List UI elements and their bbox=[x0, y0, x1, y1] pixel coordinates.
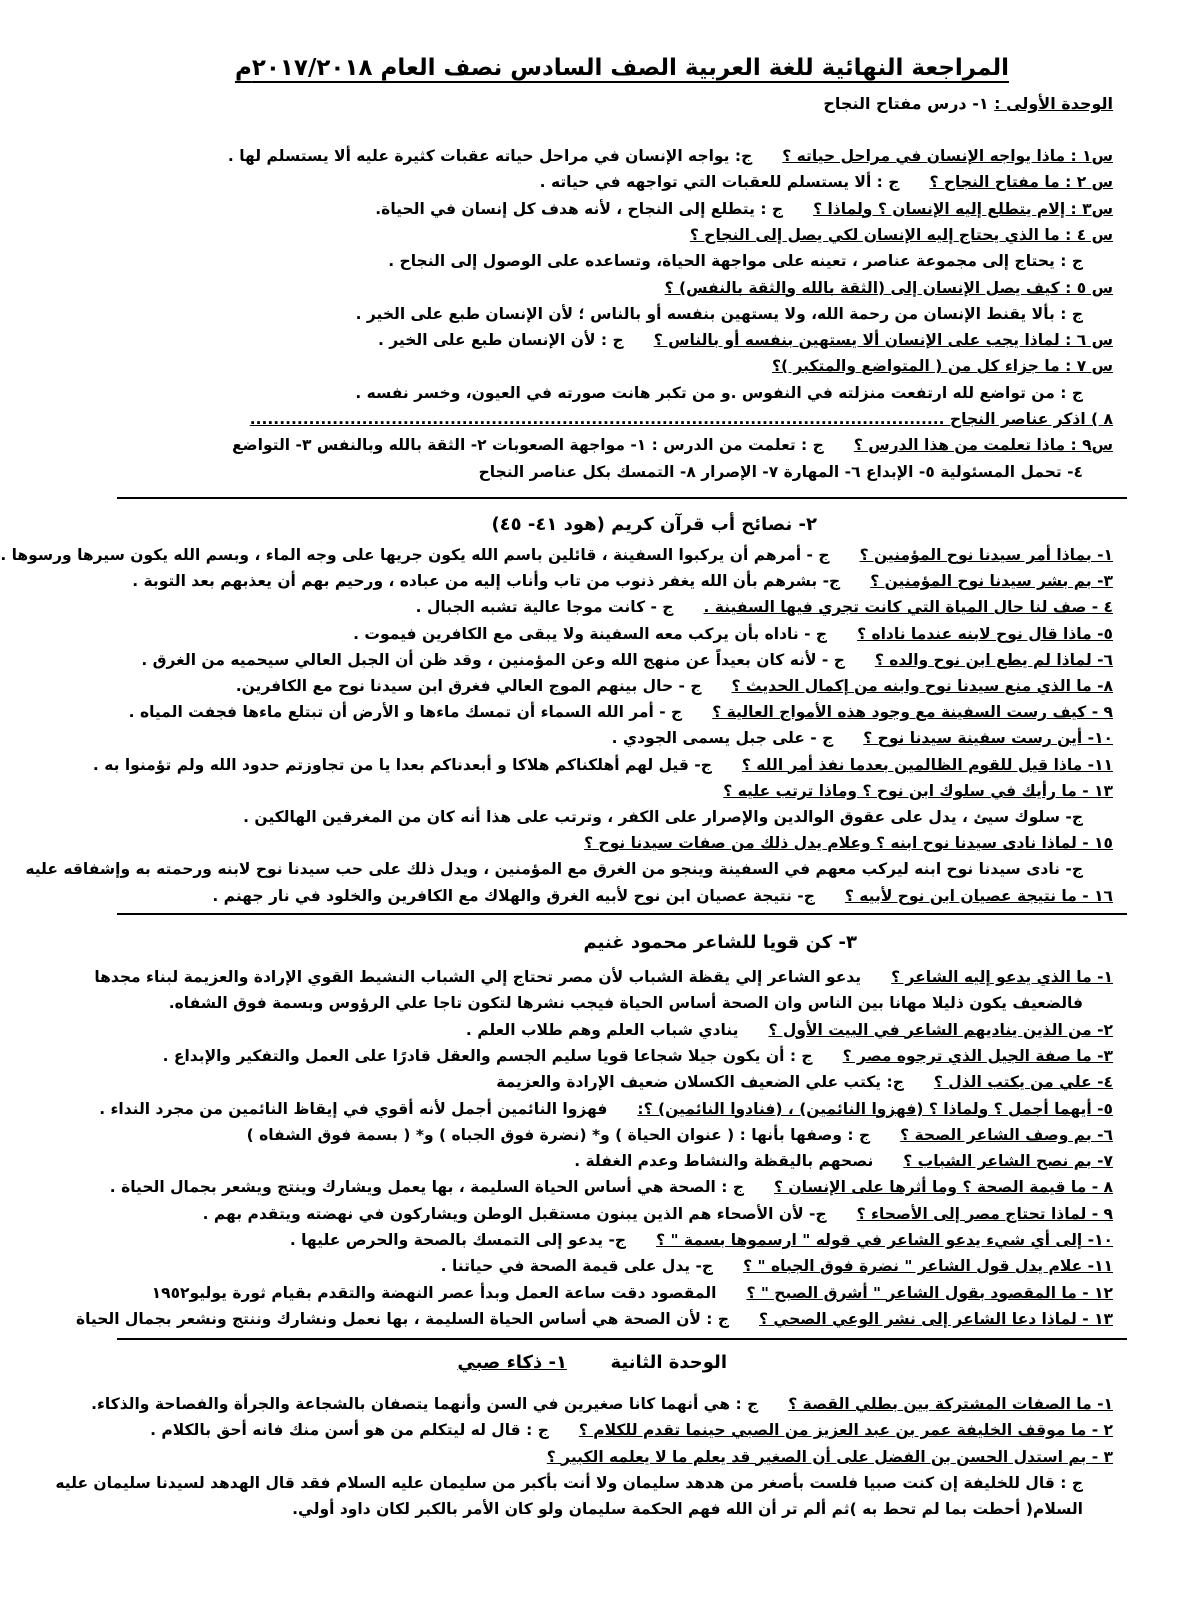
lesson2-line bbox=[0, 544, 1113, 566]
lesson1-answer: ج : لأن الإنسان طبع على الخير . bbox=[378, 331, 624, 350]
lesson3-question: ١٢ - ما المقصود بقول الشاعر " أشرق الصبح " ؟ bbox=[746, 1283, 1113, 1302]
lesson1-line bbox=[117, 171, 1113, 193]
lesson3-question: ٢- من الذين يناديهم الشاعر في البيت الأول ؟ bbox=[768, 1020, 1113, 1039]
lesson2-title: ٢- نصائح أب قرآن كريم (هود ٤١- ٤٥) bbox=[491, 514, 817, 535]
lesson1-answer: ج : من تواضع لله ارتفعت منزلته في النفوس .و من تكبر هانت صورته في العيون، وخسر نفسه . bbox=[355, 383, 1083, 402]
lesson2-answer: ج- بشرهم بأن الله يغفر ذنوب من تاب وأناب إليه من عباده ، ورحيم بهم أن يعذبهم بعد التوبة . bbox=[132, 572, 841, 591]
lesson3-question: ١١- علام يدل قول الشاعر " نضرة فوق الجباه " ؟ bbox=[743, 1257, 1113, 1276]
lesson1-line bbox=[117, 382, 1113, 404]
unit2-question: ١- ما الصفات المشتركة بين بطلي القصة ؟ bbox=[788, 1395, 1113, 1413]
lesson2-line bbox=[117, 832, 1113, 854]
lesson1-line bbox=[117, 198, 1113, 220]
lesson2-line bbox=[117, 885, 1113, 907]
lesson2-answer: ج - على جبل يسمى الجودي . bbox=[611, 729, 834, 748]
lesson2-line bbox=[117, 780, 1113, 802]
lesson3-line bbox=[75, 1308, 1113, 1330]
lesson3-answer: ج- يدعو إلى التمسك بالصحة والحرص عليها . bbox=[289, 1231, 627, 1249]
unit2-line bbox=[117, 1498, 1113, 1520]
lesson3-question: ١٣ - لماذا دعا الشاعر إلى نشر الوعي الصحي ؟ bbox=[759, 1309, 1113, 1328]
lesson1-answer: ٤- تحمل المسئولية ٥- الإبداع ٦- المهارة ٧- الإصرار ٨- التمسك بكل عناصر النجاح bbox=[478, 462, 1083, 481]
lesson1-line bbox=[117, 303, 1113, 325]
lesson3-question: ٧- بم نصح الشاعر الشباب ؟ bbox=[903, 1152, 1113, 1171]
lesson1-question: س ٥ : كيف يصل الإنسان إلى (الثقة بالله والثقة بالنفس) ؟ bbox=[664, 278, 1113, 297]
lesson3-answer: ج : الصحة هي أساس الحياة السليمة ، بها يعمل ويشارك وينتج ويشعر بجمال الحياة . bbox=[109, 1178, 744, 1197]
lesson2-question: ٤ - صف لنا حال المياة التي كانت تجري فيها السفينة . bbox=[703, 598, 1113, 617]
lesson1-answer: ج : تعلمت من الدرس : ١- مواجهة الصعوبات ٢- الثقة بالله وبالنفس ٣- التواضع bbox=[232, 436, 824, 455]
lesson1-question: س١ : ماذا يواجه الإنسان في مراحل حياته ؟ bbox=[782, 147, 1113, 165]
unit2-answer: السلام( أحطت بما لم تحط به )ثم ألم تر أن الله فهم الحكمة سليمان ولو كان الأمر بالكبر لكان داود أولي. bbox=[292, 1500, 1083, 1519]
lesson3-line bbox=[117, 992, 1113, 1014]
lesson1-question: س ٦ : لماذا يجب على الإنسان ألا يستهين بنفسه أو بالناس ؟ bbox=[653, 331, 1113, 350]
unit2-answer: ج : قال له ليتكلم من هو أسن منك فانه أحق بالكلام . bbox=[150, 1421, 549, 1440]
unit1-header bbox=[823, 94, 1113, 113]
lesson1-line bbox=[117, 434, 1113, 456]
lesson3-line bbox=[117, 1150, 1113, 1172]
lesson1-line bbox=[117, 329, 1113, 351]
lesson3-answer: ج: يكتب علي الضعيف الكسلان ضعيف الإرادة والعزيمة bbox=[496, 1073, 904, 1092]
lesson1-question: س٣ : إلام يتطلع إليه الإنسان ؟ ولماذا ؟ bbox=[813, 199, 1113, 218]
unit1-label: الوحدة الأولى : bbox=[994, 94, 1113, 113]
lesson3-question: ٥- أيهما أجمل ؟ ولماذا ؟ (فهزوا النائمين) ، (فنادوا النائمين) ؟: bbox=[637, 1099, 1113, 1118]
lesson2-question: ٣- بم بشر سيدنا نوح المؤمنين ؟ bbox=[870, 572, 1113, 591]
lesson2-question: ١٦ - ما نتيجة عصيان ابن نوح لأبيه ؟ bbox=[844, 886, 1113, 905]
lesson3-answer: نصحهم باليقظة والنشاط وعدم الغفلة . bbox=[574, 1152, 874, 1171]
unit2-line bbox=[91, 1393, 1113, 1415]
lesson3-question: ١٠- إلى أي شيء يدعو الشاعر في قوله " ارسموها بسمة " ؟ bbox=[656, 1231, 1113, 1249]
lesson1-question: س٩ : ماذا تعلمت من هذا الدرس ؟ bbox=[853, 436, 1113, 455]
lesson3-answer: فهزوا النائمين أجمل لأنه أقوي في إيقاظ النائمين من مجرد النداء . bbox=[99, 1099, 608, 1118]
lesson2-question: ٥- ماذا قال نوح لابنه عندما ناداه ؟ bbox=[857, 624, 1113, 643]
lesson1-line bbox=[117, 277, 1113, 299]
lesson3-line bbox=[94, 966, 1113, 988]
lesson1-line bbox=[117, 250, 1113, 272]
lesson2-answer: ج- نتيجة عصيان ابن نوح لأبيه الغرق والهلاك مع الكافرين والخلود في نار جهنم . bbox=[212, 886, 815, 905]
unit2-answer: ج : هي أنهما كانا صغيرين في السن وأنهما يتصفان بالشجاعة والجرأة والفصاحة والذكاء. bbox=[91, 1395, 759, 1413]
lesson2-line bbox=[117, 675, 1113, 697]
lesson3-answer: ج- لأن الأصحاء هم الذين يبنون مستقبل الوطن ويشاركون في نهضته ويتقدم بهم . bbox=[202, 1204, 827, 1223]
lesson2-question: ١٠- أين رست سفينة سيدنا نوح ؟ bbox=[863, 729, 1113, 748]
unit2-line bbox=[117, 1419, 1113, 1441]
lesson2-answer: ج - ناداه بأن يركب معه السفينة ولا يبقى مع الكافرين فيموت . bbox=[353, 624, 828, 643]
lesson3-answer: المقصود دقت ساعة العمل وبدأ عصر النهضة والتقدم بقيام ثورة يوليو١٩٥٢ bbox=[151, 1283, 717, 1302]
lesson3-line bbox=[117, 1045, 1113, 1067]
lesson2-question: ٨- ما الذي منع سيدنا نوح وابنه من إكمال الحديث ؟ bbox=[731, 677, 1113, 695]
unit2-lesson: ١- ذكاء صبي bbox=[457, 1352, 567, 1373]
lesson3-line bbox=[117, 1255, 1113, 1277]
lesson2-answer: ج - لأنه كان بعيداً عن منهج الله وعن المؤمنين ، وقد ظن أن الجبل العالي سيحميه من الغرق . bbox=[141, 650, 845, 669]
lesson2-answer: ج- سلوك سيئ ، يدل على عقوق الوالدين والإصرار على الكفر ، وترتب على هذا أنه كان من المغرقين الهالكين . bbox=[243, 808, 1083, 826]
lesson3-question: ٣- ما صفة الجيل الذي ترجوه مصر ؟ bbox=[842, 1046, 1113, 1065]
lesson3-question: ٨ - ما قيمة الصحة ؟ وما أثرها على الإنسان ؟ bbox=[774, 1178, 1113, 1197]
page-title: المراجعة النهائية للغة العربية الصف السادس نصف العام ٢٠١٧/٢٠١٨م bbox=[234, 55, 1010, 81]
lesson3-title: ٣- كن قويا للشاعر محمود غنيم bbox=[583, 932, 857, 953]
lesson3-line bbox=[109, 1176, 1113, 1198]
lesson3-line bbox=[117, 1282, 1113, 1304]
lesson2-line bbox=[117, 649, 1113, 671]
lesson2-line bbox=[117, 570, 1113, 592]
lesson2-question: ١٥ - لماذا نادى سيدنا نوح ابنه ؟ وعلام يدل ذلك من صفات سيدنا نوح ؟ bbox=[584, 834, 1113, 853]
divider-1 bbox=[117, 497, 1127, 499]
lesson2-question: ١٣ - ما رأيك في سلوك ابن نوح ؟ وماذا ترتب عليه ؟ bbox=[723, 781, 1113, 800]
lesson2-question: ٦- لماذا لم يطع ابن نوح والده ؟ bbox=[874, 650, 1113, 669]
lesson3-line bbox=[117, 1203, 1113, 1225]
lesson3-answer: فالضعيف يكون ذليلا مهانا بين الناس وان الصحة أساس الحياة فيجب نشرها لتكون تاجا علي الرؤوس وبسمة فوق الشفاه. bbox=[168, 994, 1083, 1013]
unit2-line bbox=[117, 1446, 1113, 1468]
lesson3-question: ٩ - لماذا تحتاج مصر إلى الأصحاء ؟ bbox=[856, 1204, 1113, 1223]
divider-2 bbox=[117, 913, 1127, 915]
lesson2-answer: ج- قيل لهم أهلكناكم هلاكا و أبعدناكم بعدا يا من تجاوزتم حدود الله ولم تؤمنوا به . bbox=[92, 755, 712, 774]
lesson1-answer: ج : يحتاج إلى مجموعة عناصر ، تعينه على مواجهة الحياة، وتساعده على الوصول إلى النجاح . bbox=[388, 252, 1083, 271]
lesson3-answer: ج- يدل على قيمة الصحة في حياتنا . bbox=[440, 1257, 714, 1276]
lesson3-answer: ج : أن يكون جيلا شجاعا قويا سليم الجسم والعقل قادرًا على العمل والتفكير والإبداع . bbox=[162, 1046, 813, 1065]
lesson3-question: ١- ما الذي يدعو إليه الشاعر ؟ bbox=[891, 968, 1113, 986]
lesson3-line bbox=[117, 1124, 1113, 1146]
lesson2-question: ١- بماذا أمر سيدنا نوح المؤمنين ؟ bbox=[859, 546, 1113, 564]
unit2-label: الوحدة الثانية bbox=[610, 1352, 727, 1373]
lesson3-question: ٤- علي من يكتب الذل ؟ bbox=[933, 1073, 1113, 1092]
unit1-lesson: ١- درس مفتاح النجاح bbox=[823, 94, 989, 113]
lesson2-line bbox=[92, 754, 1113, 776]
lesson2-question: ١١- ماذا قيل للقوم الظالمين بعدما نفذ أمر الله ؟ bbox=[741, 755, 1113, 774]
lesson2-line bbox=[117, 623, 1113, 645]
lesson2-answer: ج - أمر الله السماء أن تمسك ماءها و الأرض أن تبتلع ماءها فجفت المياه . bbox=[128, 703, 683, 722]
lesson3-line bbox=[99, 1098, 1113, 1120]
lesson2-answer: ج - أمرهم أن يركبوا السفينة ، قائلين باسم الله يكون جريها على وجه الماء ، وبسم الله يكون سيرها ورسوها . bbox=[0, 546, 830, 564]
lesson1-line bbox=[117, 224, 1113, 246]
lesson3-answer: ينادي شباب العلم وهم طلاب العلم . bbox=[465, 1020, 739, 1039]
lesson2-line bbox=[25, 858, 1113, 880]
lesson1-answer: ج: يواجه الإنسان في مراحل حياته عقبات كثيرة عليه ألا يستسلم لها . bbox=[227, 147, 753, 165]
lesson2-line bbox=[117, 806, 1113, 828]
lesson2-line bbox=[117, 701, 1113, 723]
lesson1-line bbox=[117, 408, 1113, 430]
lesson3-answer: يدعو الشاعر إلي يقظة الشباب لأن مصر تحتاج إلي الشباب النشيط القوي الإرادة والعزيمة لبناء مجدها bbox=[94, 968, 862, 986]
lesson1-answer: ج : يتطلع إلى النجاح ، لأنه هدف كل إنسان في الحياة. bbox=[375, 199, 784, 218]
lesson3-line bbox=[117, 1019, 1113, 1041]
lesson2-line bbox=[117, 727, 1113, 749]
lesson2-line bbox=[117, 596, 1113, 618]
lesson2-answer: ج - حال بينهم الموج العالي فغرق ابن سيدنا نوح مع الكافرين. bbox=[235, 677, 702, 695]
lesson1-answer: ج : بألا يقنط الإنسان من رحمة الله، ولا يستهين بنفسه أو بالناس ؛ لأن الإنسان طبع على الخير . bbox=[355, 304, 1083, 323]
lesson1-question: س ٤ : ما الذي يحتاج إليه الإنسان لكي يصل إلى النجاح ؟ bbox=[689, 225, 1113, 244]
lesson1-line bbox=[117, 145, 1113, 167]
lesson2-question: ٩ - كيف رست السفينة مع وجود هذه الأمواج العالية ؟ bbox=[712, 703, 1113, 722]
divider-3 bbox=[117, 1338, 1127, 1340]
lesson1-question: س ٧ : ما جزاء كل من ( المتواضع والمتكبر )؟ bbox=[772, 357, 1113, 376]
lesson3-line bbox=[117, 1071, 1113, 1093]
lesson3-answer: ج : لأن الصحة هي أساس الحياة السليمة ، بها نعمل ونشارك وننتج ونشعر بجمال الحياة bbox=[75, 1309, 730, 1328]
lesson3-question: ٦- بم وصف الشاعر الصحة ؟ bbox=[900, 1125, 1113, 1144]
unit2-answer: ج : قال للخليفة إن كنت صبيا فلست بأصغر من هدهد سليمان ولا أنت بأكبر من سليمان عليه السلام فقد قال الهدهد لسيدنا سليمان عليه bbox=[55, 1473, 1083, 1492]
lesson1-line bbox=[117, 355, 1113, 377]
unit2-question: ٢ - ما موقف الخليفة عمر بن عبد العزيز من الصبي حينما تقدم للكلام ؟ bbox=[578, 1421, 1113, 1440]
lesson2-answer: ج- نادى سيدنا نوح ابنه ليركب معهم في السفينة وينجو من الغرق مع المؤمنين ، ويدل ذلك على حب سيدنا نوح لابنه ورحمته به وإشفاقه عليه bbox=[25, 860, 1083, 879]
lesson1-question: ٨ ) اذكر عناصر النجاح ...................................................................................................................... bbox=[249, 410, 1113, 428]
unit2-line bbox=[55, 1472, 1113, 1494]
unit2-question: ٣ - بم استدل الحسن بن الفضل على أن الصغير قد يعلم ما لا يعلمه الكبير ؟ bbox=[546, 1447, 1113, 1466]
lesson3-answer: ج : وصفها بأنها : ( عنوان الحياة ) و* (نضرة فوق الجباه ) و* ( بسمة فوق الشفاه ) bbox=[246, 1125, 871, 1144]
lesson1-answer: ج : ألا يستسلم للعقبات التي تواجهه في حياته . bbox=[539, 173, 900, 192]
lesson1-line bbox=[117, 461, 1113, 483]
lesson3-line bbox=[117, 1229, 1113, 1251]
lesson1-question: س ٢ : ما مفتاح النجاح ؟ bbox=[929, 173, 1113, 192]
lesson2-answer: ج - كانت موجا عالية تشبه الجبال . bbox=[415, 598, 674, 617]
